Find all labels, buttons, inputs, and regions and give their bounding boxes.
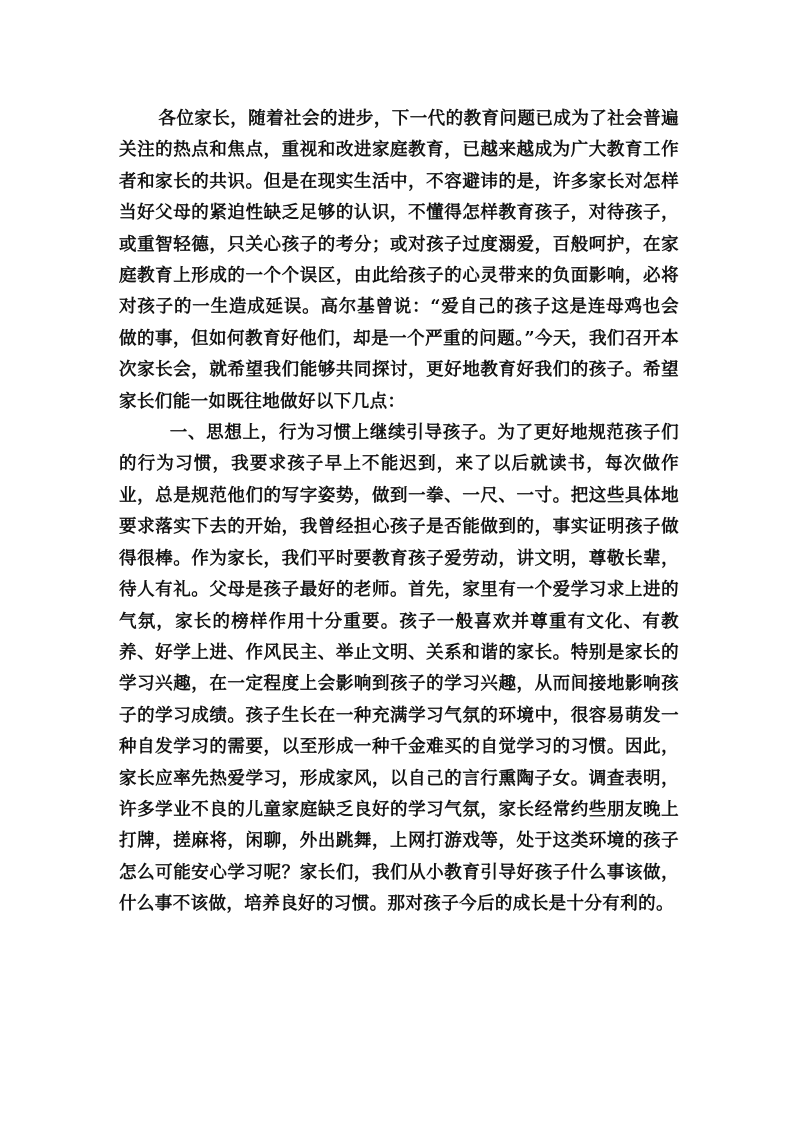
document-body bbox=[119, 104, 679, 921]
paragraph-intro: 各位家长，随着社会的进步，下一代的教育问题已成为了社会普遍关注的热点和焦点，重视和改进家庭教育，已越来越成为广大教育工作者和家长的共识。但是在现实生活中，不容避讳的是，许多家长对怎样当好父母的紧迫性缺乏足够的认识，不懂得怎样教育孩子，对待孩子，或重智轻德，只关心孩子的考分；或对孩子过度溺爱，百般呵护，在家庭教育上形成的一个个误区，由此给孩子的心灵带来的负面影响，必将对孩子的一生造成延误。高尔基曾说：“爱自己的孩子这是连母鸡也会做的事，但如何教育好他们，却是一个严重的问题。”今天，我们召开本次家长会，就希望我们能够共同探讨，更好地教育好我们的孩子。希望家长们能一如既往地做好以下几点： bbox=[119, 109, 679, 412]
paragraph-point-one: 一、思想上，行为习惯上继续引导孩子。为了更好地规范孩子们的行为习惯，我要求孩子早上不能迟到，来了以后就读书，每次做作业，总是规范他们的写字姿势，做到一拳、一尺、一寸。把这些具体地要求落实下去的开始，我曾经担心孩子是否能做到的，事实证明孩子做得很棒。作为家长，我们平时要教育孩子爱劳动，讲文明，尊敬长辈，待人有礼。父母是孩子最好的老师。首先，家里有一个爱学习求上进的气氛，家长的榜样作用十分重要。孩子一般喜欢并尊重有文化、有教养、好学上进、作风民主、举止文明、关系和谐的家长。特别是家长的学习兴趣，在一定程度上会影响到孩子的学习兴趣，从而间接地影响孩子的学习成绩。孩子生长在一种充满学习气氛的环境中，很容易萌发一种自发学习的需要，以至形成一种千金难买的自觉学习的习惯。因此，家长应率先热爱学习，形成家风，以自己的言行熏陶子女。调查表明，许多学业不良的儿童家庭缺乏良好的学习气氛，家长经常约些朋友晚上打牌，搓麻将，闲聊，外出跳舞，上网打游戏等，处于这类环境的孩子怎么可能安心学习呢？家长们，我们从小教育引导好孩子什么事该做，什么事不该做，培养良好的习惯。那对孩子今后的成长是十分有利的。 bbox=[119, 423, 679, 915]
